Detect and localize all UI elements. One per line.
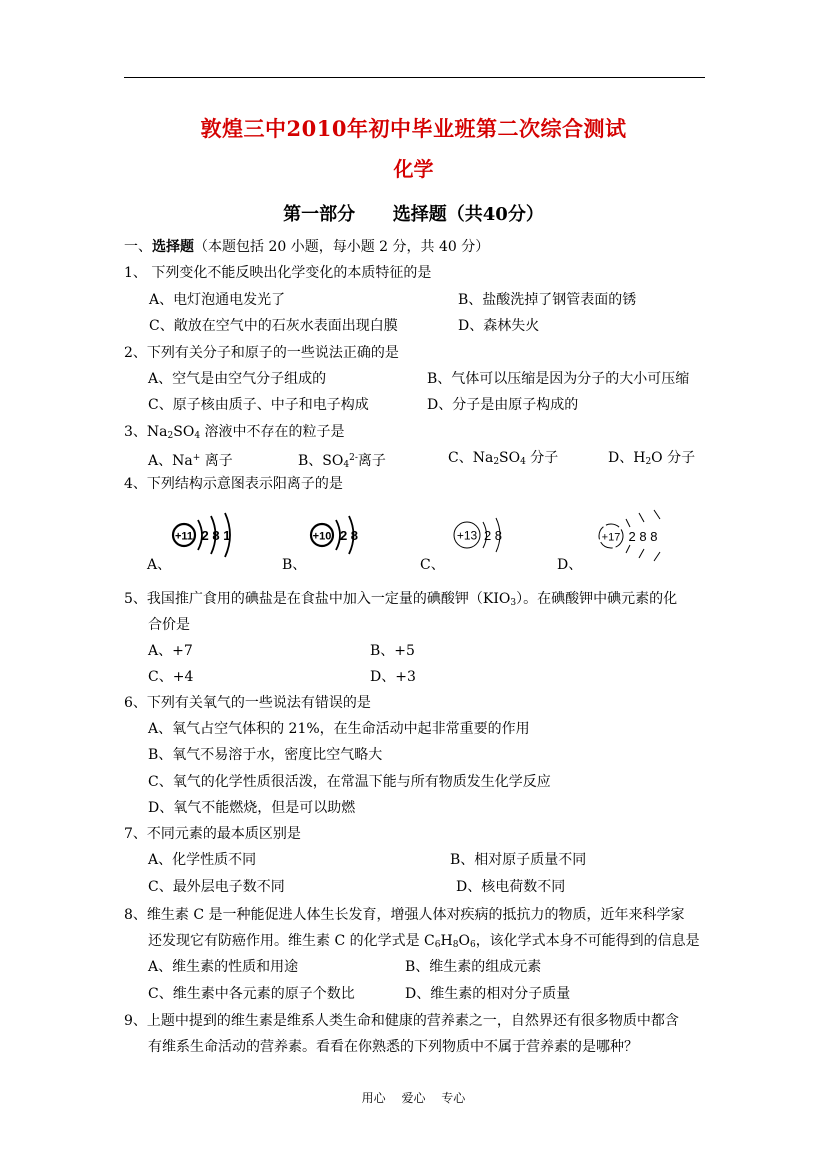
q8-option-a[interactable]: A、维生素的性质和用途 xyxy=(148,959,299,975)
atom-diagram-d xyxy=(595,506,675,564)
q7-option-a[interactable]: A、化学性质不同 xyxy=(148,852,257,868)
q6-option-a[interactable]: A、氧气占空气体积的 21%，在生命活动中起非常重要的作用 xyxy=(148,721,530,737)
q4-option-c[interactable]: C、 xyxy=(420,557,445,573)
q1-option-d[interactable]: D、森林失火 xyxy=(458,318,540,334)
atom-diagram-b xyxy=(305,510,375,560)
q7-option-b[interactable]: B、相对原子质量不同 xyxy=(450,852,587,868)
q2-option-a[interactable]: A、空气是由空气分子组成的 xyxy=(148,371,327,387)
q2-option-d[interactable]: D、分子是由原子构成的 xyxy=(427,397,579,413)
q2-stem: 2、下列有关分子和原子的一些说法正确的是 xyxy=(124,345,399,361)
q7-option-c[interactable]: C、最外层电子数不同 xyxy=(148,879,285,895)
atom-c-shells: 2 8 xyxy=(483,528,503,543)
atom-d-nucleus: +17 xyxy=(601,531,621,544)
q4-option-a[interactable]: A、 xyxy=(147,557,172,573)
q5-option-d[interactable]: D、+3 xyxy=(370,669,416,685)
q7-stem: 7、不同元素的最本质区别是 xyxy=(124,826,301,842)
atom-diagram-c xyxy=(448,510,518,560)
exam-title: 敦煌三中2010年初中毕业班第二次综合测试 xyxy=(200,116,627,141)
q2-option-c[interactable]: C、原子核由质子、中子和电子构成 xyxy=(148,397,369,413)
q8-option-b[interactable]: B、维生素的组成元素 xyxy=(405,959,542,975)
q3-option-d[interactable]: D、$H_2O$ 分子 xyxy=(608,450,696,467)
q1-stem: 1、 下列变化不能反映出化学变化的本质特征的是 xyxy=(124,265,432,281)
q3-option-a[interactable]: A、Na+ 离子 xyxy=(148,453,233,469)
q9-stem: 9、上题中提到的维生素是维系人类生命和健康的营养素之一，自然界还有很多物质中都含 xyxy=(124,1013,679,1029)
q4-option-d[interactable]: D、 xyxy=(557,557,583,573)
part-heading: 第一部分 选择题（共40分） xyxy=(283,204,544,225)
page-footer: 用心 爱心 专心 xyxy=(361,1091,466,1105)
q2-option-b[interactable]: B、气体可以压缩是因为分子的大小可压缩 xyxy=(427,371,690,387)
q1-option-c[interactable]: C、敞放在空气中的石灰水表面出现白膜 xyxy=(149,318,398,334)
atom-b-nucleus: +10 xyxy=(312,530,332,543)
q9-stem-cont: 有维系生命活动的营养素。看看在你熟悉的下列物质中不属于营养素的是哪种？ xyxy=(148,1039,638,1055)
atom-c-nucleus: +13 xyxy=(456,528,478,543)
q8-stem-cont: 还发现它有防癌作用。维生素 C 的化学式是 $C_6H_8O_6$，该化学式本身不可能得到的信息是 xyxy=(148,933,700,950)
q6-option-b[interactable]: B、氧气不易溶于水，密度比空气略大 xyxy=(148,747,383,763)
q6-option-c[interactable]: C、氧气的化学性质很活泼，在常温下能与所有物质发生化学反应 xyxy=(148,774,551,790)
q1-option-a[interactable]: A、电灯泡通电发光了 xyxy=(149,292,286,308)
q3-option-b[interactable]: B、$SO_4^{2-}$离子 xyxy=(298,453,386,470)
top-rule xyxy=(124,77,705,78)
q6-stem: 6、下列有关氧气的一些说法有错误的是 xyxy=(124,695,371,711)
atom-diagram-a xyxy=(168,510,248,560)
q4-option-b[interactable]: B、 xyxy=(282,557,307,573)
section-heading: 一、选择题（本题包括 20 小题，每小题 2 分，共 40 分） xyxy=(124,239,490,255)
q7-option-d[interactable]: D、核电荷数不同 xyxy=(456,879,566,895)
atom-b-shells: 2 8 xyxy=(339,528,359,543)
q1-option-b[interactable]: B、盐酸洗掉了钢管表面的锈 xyxy=(458,292,637,308)
q5-option-a[interactable]: A、+7 xyxy=(148,643,193,659)
q5-stem: 5、我国推广食用的碘盐是在食盐中加入一定量的碘酸钾$(KIO_3)$。在碘酸钾中碘元素的化 xyxy=(124,591,678,608)
q8-option-d[interactable]: D、维生素的相对分子质量 xyxy=(405,986,571,1002)
q8-option-c[interactable]: C、维生素中各元素的原子个数比 xyxy=(148,986,355,1002)
q8-stem: 8、维生素 C 是一种能促进人体生长发育，增强人体对疾病的抵抗力的物质，近年来科学家 xyxy=(124,907,685,923)
q6-option-d[interactable]: D、氧气不能燃烧，但是可以助燃 xyxy=(148,800,356,816)
q4-stem: 4、下列结构示意图表示阳离子的是 xyxy=(124,476,343,492)
q3-stem: 3、$Na_2SO_4$ 溶液中不存在的粒子是 xyxy=(124,424,345,441)
atom-a-shells: 2 8 1 xyxy=(201,528,231,543)
q3-option-c[interactable]: C、$Na_2SO_4$ 分子 xyxy=(448,450,559,467)
q5-option-b[interactable]: B、+5 xyxy=(370,643,415,659)
subject-title: 化学 xyxy=(393,157,434,181)
q5-option-c[interactable]: C、+4 xyxy=(148,669,194,685)
q5-stem-cont: 合价是 xyxy=(148,617,190,633)
atom-a-nucleus: +11 xyxy=(174,530,194,543)
atom-d-shells: 2 8 8 xyxy=(628,529,658,544)
